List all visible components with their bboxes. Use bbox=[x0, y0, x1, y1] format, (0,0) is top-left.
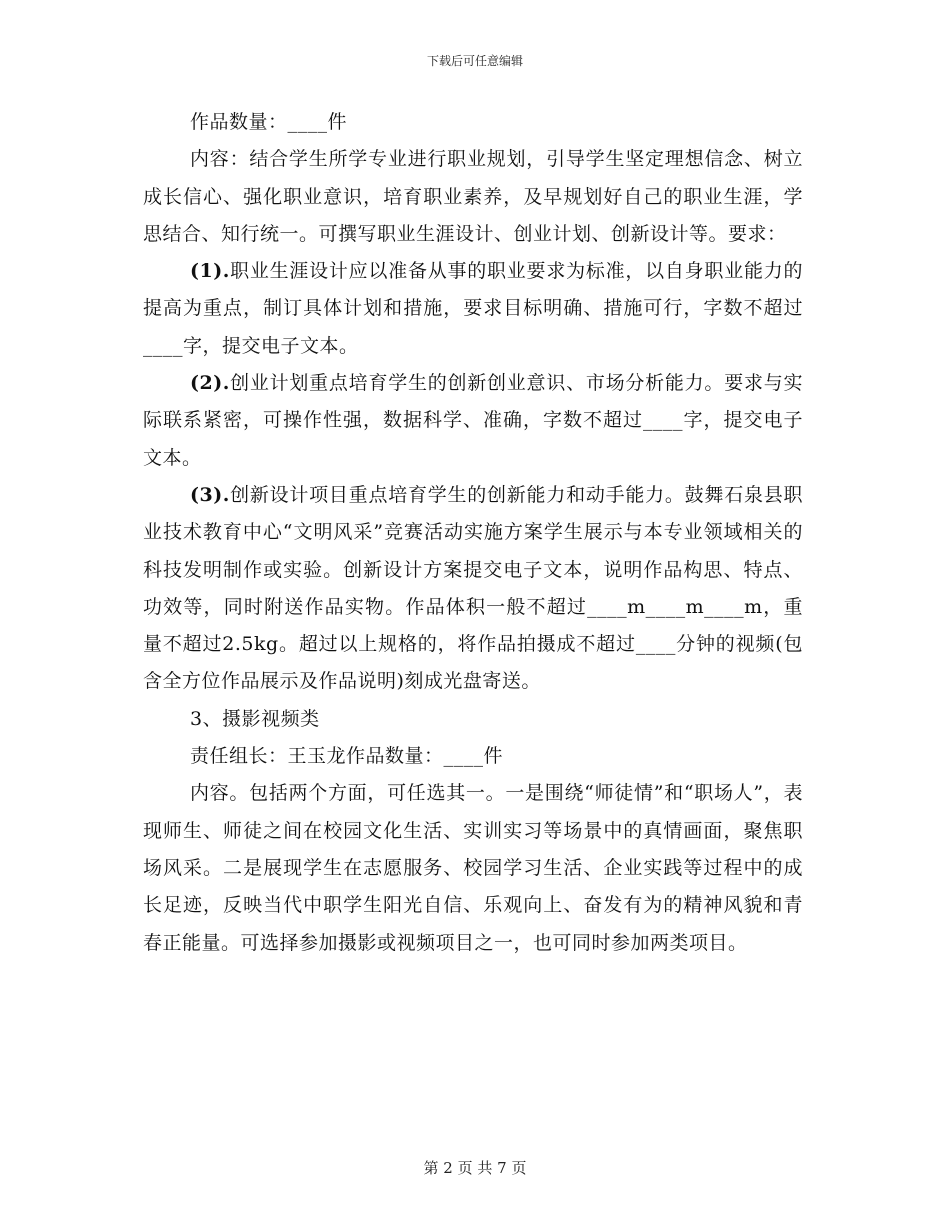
section-heading: 3、摄影视频类 bbox=[190, 707, 320, 730]
paragraph-item-2 bbox=[143, 365, 803, 477]
page-footer: 第 2 页 共 7 页 bbox=[423, 1159, 527, 1177]
paragraph-leader: 责任组长：王玉龙作品数量：____件 bbox=[190, 745, 504, 768]
paragraph-photo-content: 内容。包括两个方面，可任选其一。一是围绕“师徒情”和“职场人”，表现师生、师徒之间在校园文化生活、实训实习等场景中的真情画面，聚焦职场风采。二是展现学生在志愿服务、校园学习生活、企业实践等过程中的成长足迹，反映当代中职学生阳光自信、乐观向上、奋发有为的精神风貌和青春正能量。可选择参加摄影或视频项目之一，也可同时参加两类项目。 bbox=[143, 782, 803, 954]
item-text: 创新设计项目重点培育学生的创新能力和动手能力。鼓舞石泉县职业技术教育中心“文明风采”竞赛活动实施方案学生展示与本专业领域相关的科技发明制作或实验。创新设计方案提交电子文本，说明作品构思、特点、功效等，同时附送作品实物。作品体积一般不超过____m____m____m，重量不超过2.5kg。超过以上规格的，将作品拍摄成不超过____分钟的视频(包含全方位作品展示及作品说明)刻成光盘寄送。 bbox=[143, 483, 803, 693]
page-header: 下载后可任意编辑 bbox=[426, 54, 523, 68]
document-body bbox=[143, 104, 803, 962]
item-number: (2). bbox=[190, 372, 230, 395]
paragraph-work-count: 作品数量：____件 bbox=[190, 111, 348, 133]
paragraph-item-1 bbox=[143, 253, 803, 365]
item-text: 职业生涯设计应以准备从事的职业要求为标准，以自身职业能力的提高为重点，制订具体计划和措施，要求目标明确、措施可行，字数不超过____字，提交电子文本。 bbox=[143, 260, 803, 357]
paragraph-item-3 bbox=[143, 477, 803, 701]
item-number: (3). bbox=[190, 483, 230, 506]
paragraph-content: 内容：结合学生所学专业进行职业规划，引导学生坚定理想信念、树立成长信心、强化职业意识，培育职业素养，及早规划好自己的职业生涯，学思结合、知行统一。可撰写职业生涯设计、创业计划、创新设计等。要求： bbox=[143, 148, 803, 245]
item-number: (1). bbox=[190, 260, 230, 283]
item-text: 创业计划重点培育学生的创新创业意识、市场分析能力。要求与实际联系紧密，可操作性强，数据科学、准确，字数不超过____字，提交电子文本。 bbox=[143, 372, 803, 469]
